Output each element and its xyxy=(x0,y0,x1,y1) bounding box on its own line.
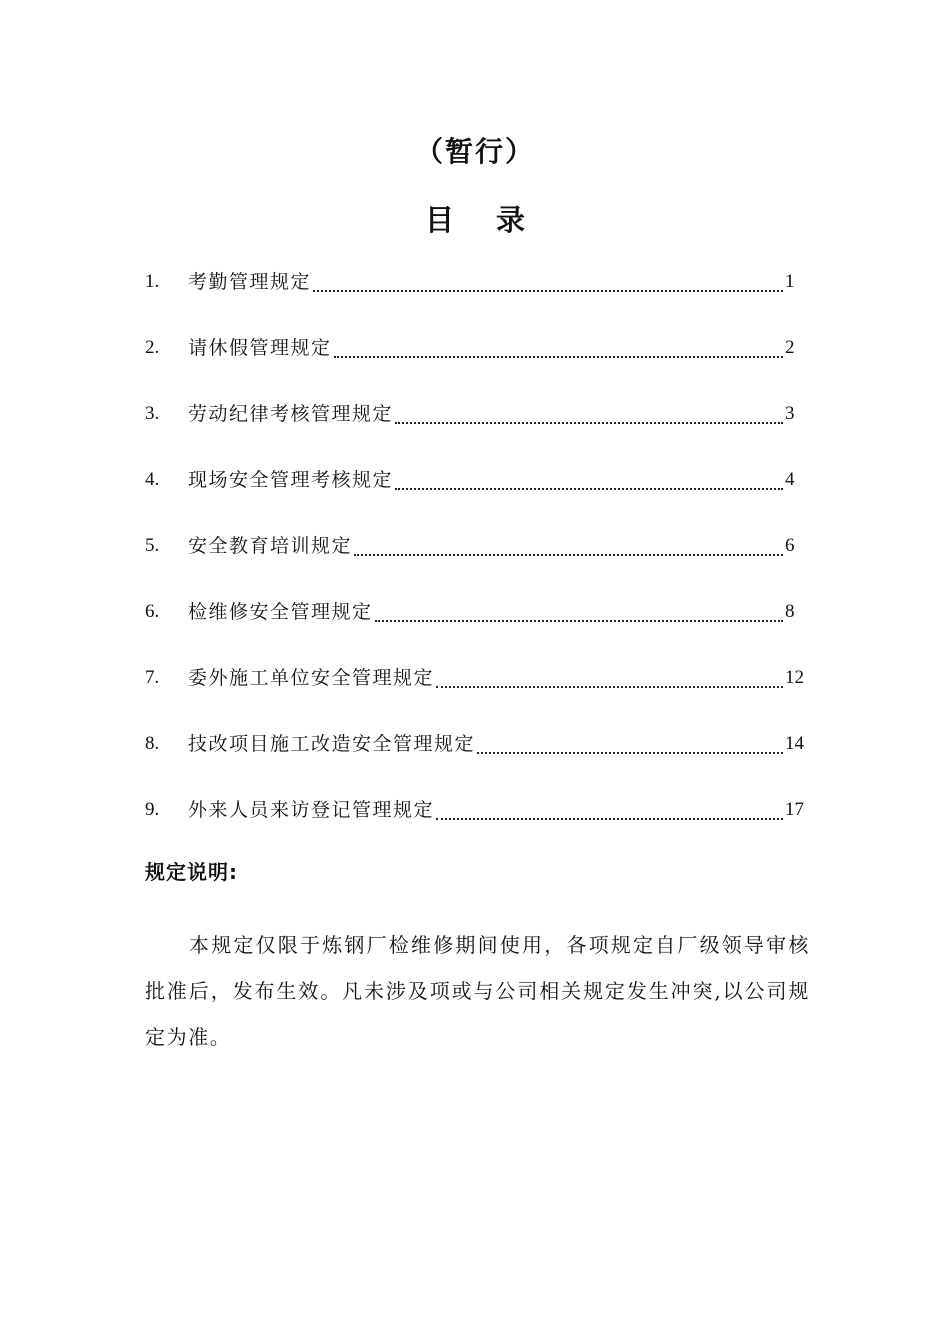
toc-leader-dots xyxy=(375,594,783,622)
toc-item-number: 4. xyxy=(145,469,160,490)
toc-heading: 目录 xyxy=(424,203,567,237)
toc-leader-dots xyxy=(313,264,783,292)
toc-item-title: 检维修安全管理规定 xyxy=(188,601,373,623)
toc-item[interactable] xyxy=(145,330,805,396)
toc-item-title: 委外施工单位安全管理规定 xyxy=(188,667,435,689)
toc-item[interactable] xyxy=(145,264,805,330)
toc-item-page: 2 xyxy=(785,337,795,358)
toc-item[interactable] xyxy=(145,660,805,726)
toc-item-title: 现场安全管理考核规定 xyxy=(188,469,394,491)
note-heading: 规定说明: xyxy=(145,860,238,884)
toc-item-page: 6 xyxy=(785,535,795,556)
toc-leader-dots xyxy=(436,792,783,820)
toc-item-number: 8. xyxy=(145,733,160,754)
toc-item-page: 14 xyxy=(785,733,804,754)
toc-item[interactable] xyxy=(145,726,805,792)
toc-item-number: 5. xyxy=(145,535,160,556)
toc-item-title: 技改项目施工改造安全管理规定 xyxy=(188,733,476,755)
toc-item-page: 1 xyxy=(785,271,795,292)
toc-leader-dots xyxy=(477,726,783,754)
toc-leader-dots xyxy=(395,462,783,490)
toc-item-page: 3 xyxy=(785,403,795,424)
toc-item[interactable] xyxy=(145,594,805,660)
toc-item-number: 2. xyxy=(145,337,160,358)
toc-item-page: 12 xyxy=(785,667,804,688)
toc-item-title: 安全教育培训规定 xyxy=(188,535,353,557)
toc-leader-dots xyxy=(334,330,783,358)
toc-item-title: 劳动纪律考核管理规定 xyxy=(188,403,394,425)
table-of-contents xyxy=(145,264,805,858)
toc-item-title: 外来人员来访登记管理规定 xyxy=(188,799,435,821)
toc-item-number: 6. xyxy=(145,601,160,622)
toc-item-number: 9. xyxy=(145,799,160,820)
toc-leader-dots xyxy=(354,528,783,556)
toc-item-page: 8 xyxy=(785,601,795,622)
document-subtitle: （暂行） xyxy=(414,135,535,168)
toc-item[interactable] xyxy=(145,396,805,462)
toc-leader-dots xyxy=(436,660,783,688)
toc-item-number: 7. xyxy=(145,667,160,688)
note-body: 本规定仅限于炼钢厂检维修期间使用，各项规定自厂级领导审核批准后，发布生效。凡未涉及项或与公司相关规定发生冲突,以公司规定为准。 xyxy=(145,933,810,1049)
toc-item-title: 考勤管理规定 xyxy=(188,271,312,293)
toc-item[interactable] xyxy=(145,792,805,858)
toc-item-number: 1. xyxy=(145,271,160,292)
toc-item-page: 17 xyxy=(785,799,804,820)
toc-item[interactable] xyxy=(145,462,805,528)
toc-leader-dots xyxy=(395,396,783,424)
toc-item-number: 3. xyxy=(145,403,160,424)
toc-item-page: 4 xyxy=(785,469,795,490)
toc-item-title: 请休假管理规定 xyxy=(188,337,332,359)
toc-item[interactable] xyxy=(145,528,805,594)
